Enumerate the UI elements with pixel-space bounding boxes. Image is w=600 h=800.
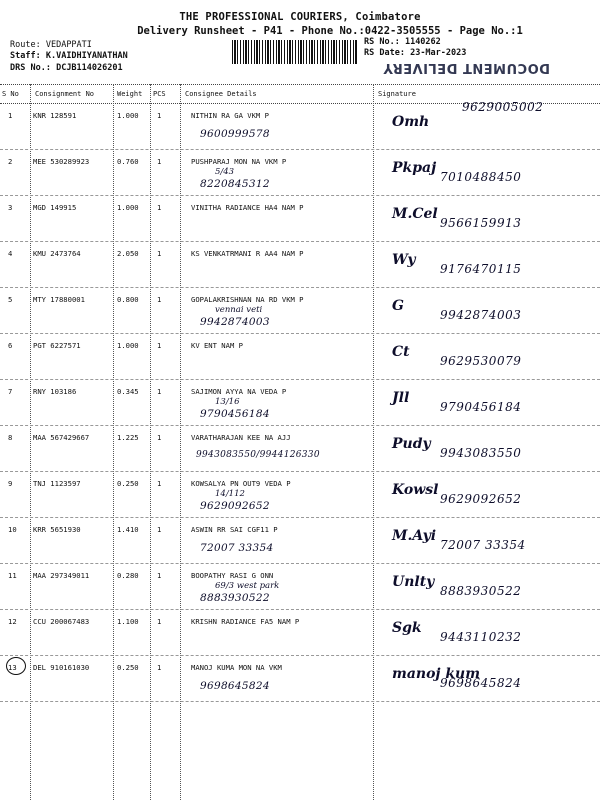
row-pcs: 1 [157,433,162,442]
row-pcs: 1 [157,157,162,166]
row-weight: 1.410 [117,525,139,534]
rs-number-label: RS No.: [364,37,400,47]
signature-scribble: Wy [392,252,416,268]
row-weight: 0.760 [117,157,139,166]
handwritten-phone: 9629092652 [200,500,270,512]
table-row [0,334,600,380]
header-details: Consignee Details [185,90,257,98]
row-weight: 1.225 [117,433,139,442]
signature-scribble: M.Ayi [392,528,437,544]
table-row [0,288,600,334]
row-weight: 0.250 [117,479,139,488]
row-weight: 0.280 [117,571,139,580]
table-row [0,242,600,288]
row-pcs: 1 [157,571,162,580]
signature-scribble: Kowsl [392,482,439,498]
row-consignee-details: VINITHA RADIANCE HA4 NAM P [191,203,304,212]
row-weight: 1.000 [117,111,139,120]
row-pcs: 1 [157,617,162,626]
row-consignment-no: PGT 6227571 [33,341,81,350]
row-weight: 0.250 [117,663,139,672]
row-weight: 1.100 [117,617,139,626]
staff-value: K.VAIDHIYANATHAN [45,51,128,61]
handwritten-phone: 9943083550/9944126330 [196,450,320,460]
row-consignee-details: KV ENT NAM P [191,341,243,350]
table-row [0,196,600,242]
route-label: Route: [10,40,41,50]
table-row [0,656,600,702]
row-13-circle-mark [6,657,26,675]
row-consignee-details: KOWSALYA PN OUT9 VEDA P [191,479,291,488]
handwritten-phone: 9942874003 [200,316,270,328]
table-row [0,564,600,610]
handwritten-phone: 9600999578 [200,128,270,140]
signature-scribble: Ct [392,344,410,360]
signature-scribble: G [392,298,404,314]
row-consignment-no: MAA 297349011 [33,571,90,580]
barcode [232,40,357,64]
row-pcs: 1 [157,663,162,672]
table-row [0,380,600,426]
row-consignment-no: KNR 128591 [33,111,77,120]
row-sno: 12 [8,617,17,626]
handwritten-phone: 8220845312 [200,178,270,190]
row-weight: 0.345 [117,387,139,396]
row-consignee-details: MANOJ KUMA MON NA VKM [191,663,282,672]
row-pcs: 1 [157,111,162,120]
handwritten-note: 5/43 [215,167,235,177]
signature-phone: 8883930522 [440,584,522,598]
row-sno: 5 [8,295,13,304]
staff-line [10,51,128,61]
signature-scribble: Omh [392,114,430,130]
row-sno: 8 [8,433,13,442]
row-consignment-no: RNY 103186 [33,387,77,396]
drs-label: DRS No.: [10,63,51,73]
row-consignment-no: KMU 2473764 [33,249,81,258]
drs-line [10,63,123,73]
signature-phone: 7010488450 [440,170,522,184]
handwritten-note: 14/112 [215,489,245,499]
signature-phone: 9176470115 [440,262,522,276]
staff-label: Staff: [10,51,41,61]
rs-date-label: RS Date: [364,48,405,58]
rs-date-line [364,48,466,58]
row-consignee-details: KS VENKATRMANI R AA4 NAM P [191,249,304,258]
row-sno: 10 [8,525,17,534]
row-consignment-no: MAA 567429667 [33,433,90,442]
row-pcs: 1 [157,295,162,304]
row-divider [0,701,600,702]
signature-phone: 9566159913 [440,216,522,230]
row-sno: 6 [8,341,13,350]
header-pcs: PCS [153,90,166,98]
signature-phone: 72007 33354 [440,538,526,552]
handwritten-phone: 9698645824 [200,680,270,692]
route-value: VEDAPPATI [45,40,92,50]
signature-scribble: M.Cel [392,206,438,222]
route-line [10,40,92,50]
row-pcs: 1 [157,387,162,396]
rs-number-value: 1140262 [404,37,441,47]
header-signature: Signature [378,90,416,98]
table-row [0,150,600,196]
row-consignee-details: PUSHPARAJ MON NA VKM P [191,157,287,166]
row-sno: 7 [8,387,13,396]
table-row [0,100,600,150]
row-pcs: 1 [157,341,162,350]
table-row [0,426,600,472]
header-consignment: Consignment No [35,90,95,98]
drs-value: DCJB114026201 [56,63,123,73]
row-sno: 11 [8,571,17,580]
row-weight: 2.050 [117,249,139,258]
row-sno: 4 [8,249,13,258]
row-consignment-no: DEL 910161030 [33,663,90,672]
signature-phone: 9629005002 [462,100,544,114]
signature-phone: 9942874003 [440,308,522,322]
row-consignment-no: TNJ 1123597 [33,479,81,488]
row-sno: 1 [8,111,13,120]
row-sno: 2 [8,157,13,166]
rs-date-value: 23-Mar-2023 [410,48,467,58]
row-sno: 13 [8,663,17,672]
table-top-rule [0,84,600,85]
rs-number-line [364,37,441,47]
row-weight: 1.000 [117,341,139,350]
row-consignee-details: BOOPATHY RASI G ONN [191,571,274,580]
row-pcs: 1 [157,203,162,212]
handwritten-phone: 72007 33354 [200,542,274,554]
signature-scribble: manoj kum [392,666,481,682]
row-pcs: 1 [157,249,162,258]
row-pcs: 1 [157,525,162,534]
row-consignment-no: MTY 17880001 [33,295,85,304]
signature-scribble: Pkpaj [392,160,437,176]
row-consignee-details: KRISHN RADIANCE FA5 NAM P [191,617,300,626]
row-weight: 0.800 [117,295,139,304]
row-sno: 3 [8,203,13,212]
signature-phone: 9698645824 [440,676,522,690]
signature-scribble: Sgk [392,620,422,636]
row-weight: 1.000 [117,203,139,212]
row-consignment-no: MEE 530289923 [33,157,90,166]
signature-phone: 9790456184 [440,400,522,414]
company-title: THE PROFESSIONAL COURIERS, Coimbatore [179,11,421,23]
handwritten-note: 69/3 west park [215,581,280,591]
document-delivery-stamp: DOCUMENT DELIVERY [383,60,550,75]
row-consignee-details: GOPALAKRISHNAN NA RD VKM P [191,295,304,304]
table-row [0,472,600,518]
row-consignee-details: NITHIN RA GA VKM P [191,111,269,120]
runsheet-title: Delivery Runsheet - P41 - Phone No.:0422-3505555 - Page No.:1 [137,25,523,37]
header-weight: Weight [117,90,143,98]
row-consignment-no: CCU 200067483 [33,617,90,626]
row-consignment-no: MGD 149915 [33,203,77,212]
row-pcs: 1 [157,479,162,488]
row-consignee-details: SAJIMON AYYA NA VEDA P [191,387,287,396]
signature-phone: 9943083550 [440,446,522,460]
delivery-table [0,84,600,800]
signature-phone: 9629092652 [440,492,522,506]
table-row [0,610,600,656]
table-row [0,518,600,564]
handwritten-note: 13/16 [215,397,240,407]
row-consignment-no: KRR 5651930 [33,525,81,534]
signature-scribble: Pudy [392,436,431,452]
handwritten-phone: 9790456184 [200,408,270,420]
signature-phone: 9443110232 [440,630,522,644]
row-consignee-details: VARATHARAJAN KEE NA AJJ [191,433,291,442]
row-consignee-details: ASWIN RR SAI CGF11 P [191,525,278,534]
row-sno: 9 [8,479,13,488]
handwritten-note: vennai veti [215,305,263,315]
signature-scribble: Jll [392,390,410,406]
signature-phone: 9629530079 [440,354,522,368]
signature-scribble: Unlty [392,574,435,590]
handwritten-phone: 8883930522 [200,592,270,604]
header-sno: S No [2,90,19,98]
